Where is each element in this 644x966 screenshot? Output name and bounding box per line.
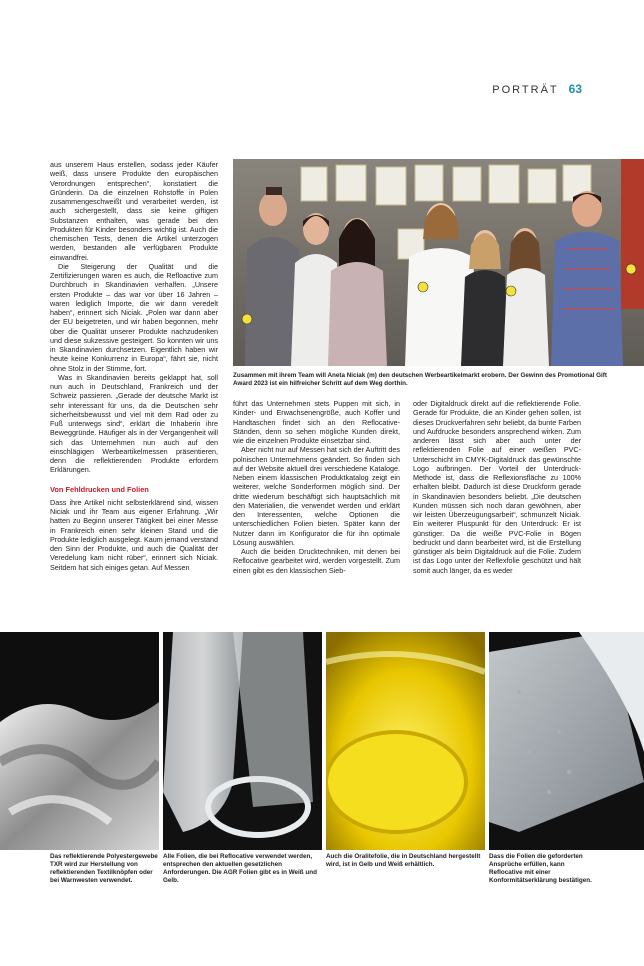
image-caption: Dass die Folien die geforderten Ansprüche erfüllen, kann Reflocative mit einer Konformitätserklärung bestätigen. [489, 853, 592, 884]
article-column-2 [233, 399, 400, 575]
image-conformity-film [489, 632, 644, 850]
reflective-fabric-illustration [0, 632, 159, 850]
article-column-3 [413, 399, 581, 575]
paragraph: Auch die beiden Drucktechniken, mit denen bei Reflocative gearbeitet wird, werden vorgestellt. Zum einen gibt es den klassischen Sieb- [233, 547, 400, 575]
paragraph: Die Steigerung der Qualität und die Zertifizierungen waren es auch, die Refloactive zum Durchbruch in Skandinavien verhalfen. „Unsere ersten Produkte – das war vor über 16 Jahren – waren lediglich Importe, die wir dann veredelt haben“, erinnert sich Niciak. „Polen war dann aber der EU beigetreten, und wir haben begonnen, mehr über die Qualität unserer Produkte nachzudenken und diese sukzessive gesteigert. So konnten wir uns in Skandinavien durchsetzen. Eigentlich haben wir heute keine Konkurrenz in Europa“, fährt sie, nicht ohne Stolz in der Stimme, fort. [50, 261, 218, 373]
paragraph: Was in Skandinavien bereits geklappt hat, soll nun auch in Deutschland, Frankreich und der Schweiz passieren. „Gerade der deutsche Markt ist sehr interessant für uns, da die Deutschen sehr sicherheitsbewusst und viel mit dem Rad oder zu Fuß unterwegs sind“, erklärt die Inhaberin ihre Beweggründe. Häufiger als in der Vergangenheit will sich das Unternehmen nun auch auf den einschlägigen Werbeartikelmessen präsentieren, denn die reflektierenden Produkte erfordern Erklärungen. [50, 372, 218, 475]
team-photo-caption: Zusammen mit ihrem Team will Aneta Niciak (m) den deutschen Werbeartikelmarkt erobern. Der Gewinn des Promotional Gift Award 2023 ist ein hilfreicher Schritt auf dem Weg dorthin. [233, 372, 607, 387]
section-title: PORTRÄT [492, 84, 559, 96]
image-reflective-fabric [0, 632, 159, 850]
image-caption: Das reflektierende Polyestergewebe TXR wird zur Herstellung von reflektierenden Textilknöpfen oder bei Warnwesten verwendet. [50, 853, 158, 884]
paragraph: führt das Unternehmen stets Puppen mit sich, in Kinder- und Erwachsenengröße, auch Koffer und Handtaschen findet sich an den Reflocative-Ständen, denn so sehen mögliche Kunden direkt, wie die einzelnen Produkte einsetzbar sind. [233, 399, 400, 445]
image-caption: Alle Folien, die bei Reflocative verwendet werden, entsprechen den aktuellen gesetzlichen Anforderungen. Die AGR Folien gibt es in Weiß und Gelb. [163, 853, 317, 884]
agr-film-illustration [163, 632, 322, 850]
page-number: 63 [568, 82, 582, 96]
paragraph: oder Digitaldruck direkt auf die reflektierende Folie. Gerade für Produkte, die an Kinder gehen sollen, ist dieses Druckverfahren sehr beliebt, da bunte Farben und Aufdrucke besonders ansprechend wirken. Zum anderen lässt sich aber auch unter der reflektierenden Folie auf einer weißen PVC-Unterschicht im CMYK-Digitaldruck das gewünschte Logo aufbringen. Der Vorteil der Unterdruck-Methode ist, dass die Reflexionsfläche zu 100% erhalten bleibt. Dadurch ist diese Druckform gerade in Skandinavien besonders beliebt. „Die deutschen Kunden müssen sich noch daran gewöhnen, aber wir leisten Überzeugungsarbeit“, schmunzelt Niciak. Ein weiterer Pluspunkt für den Unterdruck: Er ist günstiger. Da die weiße PVC-Folie in Bögen bedruckt und dann bearbeitet wird, ist die Erstellung günstiger als beim Digitaldruck auf die Folie. Zudem ist das Logo unter der Reflexfolie geschützt und hält somit auch länger, da es weder [413, 399, 581, 575]
paragraph: Dass ihre Artikel nicht selbsterklärend sind, wissen Niciak und ihr Team aus eigener Erfahrung. „Wir hatten zu Beginn unserer Tätigkeit bei einer Messe in Frankreich einen sehr kleinen Stand und die Produkte lediglich ausgelegt. Kaum jemand verstand den Sinn der Produkte, und auch die Qualität der Veredelung kam nicht rüber“, erinnert sich Niciak. Seitdem hat sich einiges getan. Auf Messen [50, 497, 218, 572]
subheading: Von Fehldrucken und Folien [50, 484, 149, 494]
page-header [492, 82, 582, 96]
team-photo-illustration [233, 159, 644, 366]
conformity-film-illustration [489, 632, 644, 850]
article-column-1 [50, 160, 218, 572]
oralite-film-illustration [326, 632, 485, 850]
paragraph: aus unserem Haus erstellen, sodass jeder Käufer weiß, dass unsere Produkte den europäischen Verordnungen entsprechen“, konstatiert die Gründerin. Da die einzelnen Rohstoffe in Polen zusammengeschweißt und verarbeitet werden, ist auch sichergestellt, dass sie keine giftigen Substanzen enthalten, was gerade bei den Produkten für Kinder besonders wichtig ist. Auch die chemischen Tests, denen die Artikel unterzogen werden, bestanden alle verfügbaren Produkte einwandfrei. [50, 160, 218, 262]
paragraph: Aber nicht nur auf Messen hat sich der Auftritt des polnischen Unternehmens geändert. So finden sich auf der Website aktuell drei verschiedene Kataloge. Neben einem klassischen Produktkatalog zeigt ein weiterer, welche Sonderformen möglich sind. Der dritte wiederum beschäftigt sich hauptsächlich mit den Materialien, die verwendet werden und erklärt den Interessenten, welche Optionen die unterschiedlichen Folien bieten. Später kann der Nutzer dann im Konfigurator die für ihn optimale Lösung auswählen. [233, 445, 401, 547]
image-caption: Auch die Oralitefolie, die in Deutschland hergestellt wird, ist in Gelb und Weiß erhältlich. [326, 853, 481, 868]
image-oralite-film [326, 632, 485, 850]
image-agr-film [163, 632, 322, 850]
team-photo [233, 159, 644, 366]
